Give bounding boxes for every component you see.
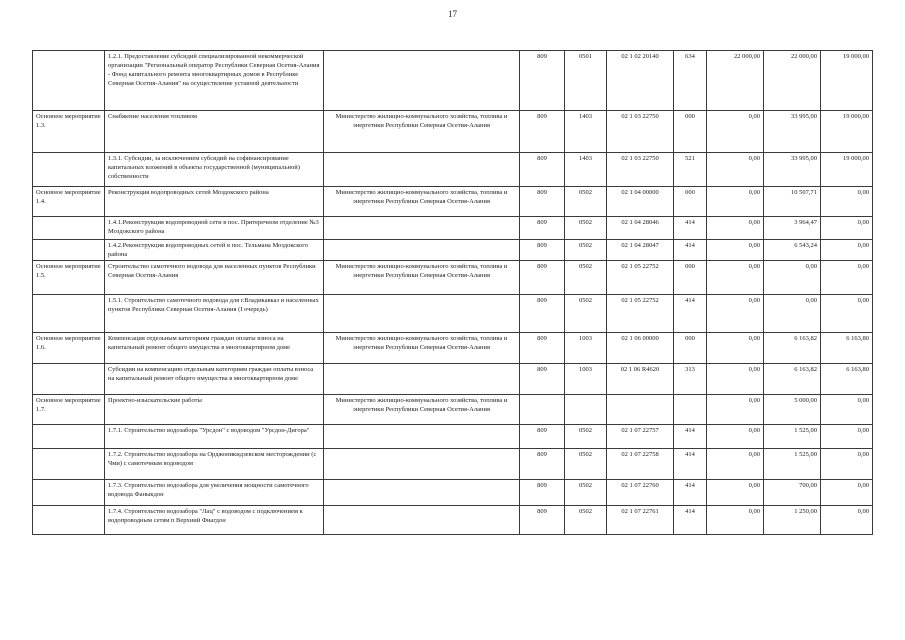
table-row bbox=[33, 51, 873, 111]
table-row bbox=[33, 153, 873, 187]
year3-cell: 19 000,00 bbox=[821, 111, 873, 153]
executor-cell bbox=[324, 153, 520, 187]
executor-cell: Министерство жилищно-коммунального хозяйства, топлива и энергетики Республики Северная Осетия-Алания bbox=[324, 261, 520, 295]
target-article-cell: 02 1 04 28046 bbox=[607, 217, 674, 240]
expense-type-cell: 000 bbox=[674, 261, 707, 295]
executor-cell bbox=[324, 51, 520, 111]
expense-type-cell: 000 bbox=[674, 333, 707, 364]
grbs-cell: 809 bbox=[520, 187, 565, 217]
year1-cell: 0,00 bbox=[707, 506, 764, 535]
year2-cell: 33 995,00 bbox=[764, 111, 821, 153]
table-row bbox=[33, 217, 873, 240]
table-row bbox=[33, 261, 873, 295]
name-cell: 1.7.4. Строительство водозабора "Лац" с водоводом с подключением к водопроводным сетям п Верхний Фиагдон bbox=[105, 506, 324, 535]
year2-cell: 0,00 bbox=[764, 261, 821, 295]
table-row bbox=[33, 240, 873, 261]
section-cell: 0502 bbox=[565, 506, 607, 535]
year2-cell: 6 543,24 bbox=[764, 240, 821, 261]
executor-cell bbox=[324, 295, 520, 333]
year1-cell: 0,00 bbox=[707, 395, 764, 425]
name-cell: 1.2.1. Предоставление субсидий специализированной некоммерческой организации "Региональный оператор Республики Северная Осетия-Алания - Фонд капитального ремонта многоквартирных домов в Республике Северная Осетия-Алания" на осуществление уставной деятельности bbox=[105, 51, 324, 111]
target-article-cell: 02 1 07 22760 bbox=[607, 480, 674, 506]
name-cell: Реконструкция водопроводных сетей Моздокского района bbox=[105, 187, 324, 217]
section-cell: 0502 bbox=[565, 240, 607, 261]
expense-type-cell: 414 bbox=[674, 449, 707, 480]
year2-cell: 1 525,00 bbox=[764, 425, 821, 449]
year2-cell: 3 964,47 bbox=[764, 217, 821, 240]
year1-cell: 0,00 bbox=[707, 153, 764, 187]
table-row bbox=[33, 295, 873, 333]
year3-cell: 6 163,80 bbox=[821, 333, 873, 364]
expense-type-cell: 313 bbox=[674, 364, 707, 395]
activity-cell: Основное мероприятие 1.7. bbox=[33, 395, 105, 425]
name-cell: 1.4.1.Реконструкция водопроводной сети в пос. Притеречном отделение №3 Моздокского района bbox=[105, 217, 324, 240]
grbs-cell: 809 bbox=[520, 333, 565, 364]
table-row bbox=[33, 395, 873, 425]
year2-cell: 0,00 bbox=[764, 295, 821, 333]
year1-cell: 22 000,00 bbox=[707, 51, 764, 111]
section-cell: 0502 bbox=[565, 187, 607, 217]
grbs-cell: 809 bbox=[520, 506, 565, 535]
name-cell: 1.7.2. Строительство водозабора на Орджоникидзевском месторождении (с Чми) с самотечным водоводом bbox=[105, 449, 324, 480]
grbs-cell bbox=[520, 395, 565, 425]
grbs-cell: 809 bbox=[520, 261, 565, 295]
year2-cell: 1 525,00 bbox=[764, 449, 821, 480]
activity-cell bbox=[33, 425, 105, 449]
target-article-cell: 02 1 03 22750 bbox=[607, 153, 674, 187]
activity-cell bbox=[33, 51, 105, 111]
page-number: 17 bbox=[448, 9, 457, 19]
year3-cell: 6 163,80 bbox=[821, 364, 873, 395]
grbs-cell: 809 bbox=[520, 51, 565, 111]
target-article-cell bbox=[607, 395, 674, 425]
activity-cell bbox=[33, 240, 105, 261]
year3-cell: 0,00 bbox=[821, 295, 873, 333]
target-article-cell: 02 1 04 00000 bbox=[607, 187, 674, 217]
grbs-cell: 809 bbox=[520, 153, 565, 187]
year1-cell: 0,00 bbox=[707, 364, 764, 395]
year3-cell: 0,00 bbox=[821, 187, 873, 217]
year2-cell: 6 163,82 bbox=[764, 364, 821, 395]
activity-cell bbox=[33, 153, 105, 187]
year1-cell: 0,00 bbox=[707, 217, 764, 240]
activity-cell bbox=[33, 217, 105, 240]
executor-cell bbox=[324, 240, 520, 261]
budget-table bbox=[32, 50, 873, 535]
executor-cell bbox=[324, 506, 520, 535]
table-row bbox=[33, 364, 873, 395]
year2-cell: 700,00 bbox=[764, 480, 821, 506]
target-article-cell: 02 1 06 00000 bbox=[607, 333, 674, 364]
table-row bbox=[33, 187, 873, 217]
year1-cell: 0,00 bbox=[707, 295, 764, 333]
section-cell: 0502 bbox=[565, 217, 607, 240]
executor-cell: Министерство жилищно-коммунального хозяйства, топлива и энергетики Республики Северная Осетия-Алания bbox=[324, 187, 520, 217]
table-row bbox=[33, 425, 873, 449]
year1-cell: 0,00 bbox=[707, 333, 764, 364]
section-cell: 0501 bbox=[565, 51, 607, 111]
name-cell: Проектно-изыскательские работы bbox=[105, 395, 324, 425]
expense-type-cell: 414 bbox=[674, 480, 707, 506]
year3-cell: 19 000,00 bbox=[821, 153, 873, 187]
year1-cell: 0,00 bbox=[707, 111, 764, 153]
year3-cell: 0,00 bbox=[821, 240, 873, 261]
year2-cell: 33 995,00 bbox=[764, 153, 821, 187]
name-cell: 1.5.1. Строительство самотечного водовода для г.Владикавказ и населенных пунктов Республики Северная Осетия-Алания (I очередь) bbox=[105, 295, 324, 333]
year2-cell: 6 163,82 bbox=[764, 333, 821, 364]
year1-cell: 0,00 bbox=[707, 425, 764, 449]
grbs-cell: 809 bbox=[520, 480, 565, 506]
executor-cell bbox=[324, 449, 520, 480]
executor-cell: Министерство жилищно-коммунального хозяйства, топлива и энергетики Республики Северная Осетия-Алания bbox=[324, 395, 520, 425]
section-cell: 0502 bbox=[565, 295, 607, 333]
expense-type-cell: 414 bbox=[674, 240, 707, 261]
year3-cell: 0,00 bbox=[821, 449, 873, 480]
section-cell bbox=[565, 395, 607, 425]
expense-type-cell: 521 bbox=[674, 153, 707, 187]
executor-cell bbox=[324, 425, 520, 449]
grbs-cell: 809 bbox=[520, 240, 565, 261]
executor-cell bbox=[324, 364, 520, 395]
year2-cell: 5 000,00 bbox=[764, 395, 821, 425]
executor-cell bbox=[324, 217, 520, 240]
section-cell: 1403 bbox=[565, 153, 607, 187]
section-cell: 0502 bbox=[565, 261, 607, 295]
target-article-cell: 02 1 04 28047 bbox=[607, 240, 674, 261]
name-cell: Субсидии на компенсацию отдельным категориям граждан оплаты взноса на капитальный ремонт общего имущества в многоквартирном доме bbox=[105, 364, 324, 395]
year3-cell: 0,00 bbox=[821, 395, 873, 425]
section-cell: 0502 bbox=[565, 480, 607, 506]
executor-cell: Министерство жилищно-коммунального хозяйства, топлива и энергетики Республики Северная Осетия-Алания bbox=[324, 111, 520, 153]
section-cell: 0502 bbox=[565, 449, 607, 480]
target-article-cell: 02 1 02 20140 bbox=[607, 51, 674, 111]
year3-cell: 0,00 bbox=[821, 480, 873, 506]
expense-type-cell: 000 bbox=[674, 111, 707, 153]
name-cell: 1.7.1. Строительство водозабора "Урсдон" с водоводом "Урсдон-Дигора" bbox=[105, 425, 324, 449]
grbs-cell: 809 bbox=[520, 111, 565, 153]
target-article-cell: 02 1 03 22750 bbox=[607, 111, 674, 153]
section-cell: 1403 bbox=[565, 111, 607, 153]
table-row bbox=[33, 449, 873, 480]
activity-cell bbox=[33, 449, 105, 480]
name-cell: 1.3.1. Субсидии, за исключением субсидий на софинансирование капитальных вложений в объекты государственной (муниципальной) собственности bbox=[105, 153, 324, 187]
activity-cell bbox=[33, 506, 105, 535]
activity-cell: Основное мероприятие 1.4. bbox=[33, 187, 105, 217]
grbs-cell: 809 bbox=[520, 295, 565, 333]
target-article-cell: 02 1 07 22757 bbox=[607, 425, 674, 449]
table-body bbox=[33, 51, 873, 535]
expense-type-cell: 634 bbox=[674, 51, 707, 111]
executor-cell: Министерство жилищно-коммунального хозяйства, топлива и энергетики Республики Северная Осетия-Алания bbox=[324, 333, 520, 364]
section-cell: 1003 bbox=[565, 364, 607, 395]
name-cell: Компенсация отдельным категориям граждан оплаты взноса на капитальный ремонт общего имущества в многоквартирном доме bbox=[105, 333, 324, 364]
year1-cell: 0,00 bbox=[707, 240, 764, 261]
table-row bbox=[33, 333, 873, 364]
expense-type-cell: 000 bbox=[674, 187, 707, 217]
grbs-cell: 809 bbox=[520, 364, 565, 395]
name-cell: Строительство самотечного водовода для населенных пунктов Республики Северная Осетия-Алания bbox=[105, 261, 324, 295]
year2-cell: 22 000,00 bbox=[764, 51, 821, 111]
target-article-cell: 02 1 06 R4620 bbox=[607, 364, 674, 395]
name-cell: 1.4.2.Реконструкция водопроводных сетей в пос. Тельмана Моздокского района bbox=[105, 240, 324, 261]
expense-type-cell: 414 bbox=[674, 295, 707, 333]
grbs-cell: 809 bbox=[520, 425, 565, 449]
section-cell: 1003 bbox=[565, 333, 607, 364]
name-cell: Снабжение населения топливом bbox=[105, 111, 324, 153]
executor-cell bbox=[324, 480, 520, 506]
year1-cell: 0,00 bbox=[707, 261, 764, 295]
year3-cell: 0,00 bbox=[821, 506, 873, 535]
expense-type-cell: 414 bbox=[674, 425, 707, 449]
target-article-cell: 02 1 07 22761 bbox=[607, 506, 674, 535]
expense-type-cell: 414 bbox=[674, 217, 707, 240]
table-row bbox=[33, 480, 873, 506]
year2-cell: 1 250,00 bbox=[764, 506, 821, 535]
year3-cell: 0,00 bbox=[821, 261, 873, 295]
activity-cell: Основное мероприятие 1.6. bbox=[33, 333, 105, 364]
activity-cell: Основное мероприятие 1.5. bbox=[33, 261, 105, 295]
year2-cell: 10 507,71 bbox=[764, 187, 821, 217]
grbs-cell: 809 bbox=[520, 449, 565, 480]
name-cell: 1.7.3. Строительство водозабора для увеличения мощности самотечного водовода Фаныкдон bbox=[105, 480, 324, 506]
expense-type-cell: 414 bbox=[674, 506, 707, 535]
year3-cell: 0,00 bbox=[821, 425, 873, 449]
target-article-cell: 02 1 05 22752 bbox=[607, 261, 674, 295]
activity-cell: Основное мероприятие 1.3. bbox=[33, 111, 105, 153]
activity-cell bbox=[33, 480, 105, 506]
year1-cell: 0,00 bbox=[707, 480, 764, 506]
table-row bbox=[33, 506, 873, 535]
table-row bbox=[33, 111, 873, 153]
grbs-cell: 809 bbox=[520, 217, 565, 240]
activity-cell bbox=[33, 295, 105, 333]
activity-cell bbox=[33, 364, 105, 395]
year3-cell: 0,00 bbox=[821, 217, 873, 240]
year1-cell: 0,00 bbox=[707, 449, 764, 480]
year3-cell: 19 000,00 bbox=[821, 51, 873, 111]
target-article-cell: 02 1 07 22758 bbox=[607, 449, 674, 480]
expense-type-cell bbox=[674, 395, 707, 425]
year1-cell: 0,00 bbox=[707, 187, 764, 217]
section-cell: 0502 bbox=[565, 425, 607, 449]
target-article-cell: 02 1 05 22752 bbox=[607, 295, 674, 333]
